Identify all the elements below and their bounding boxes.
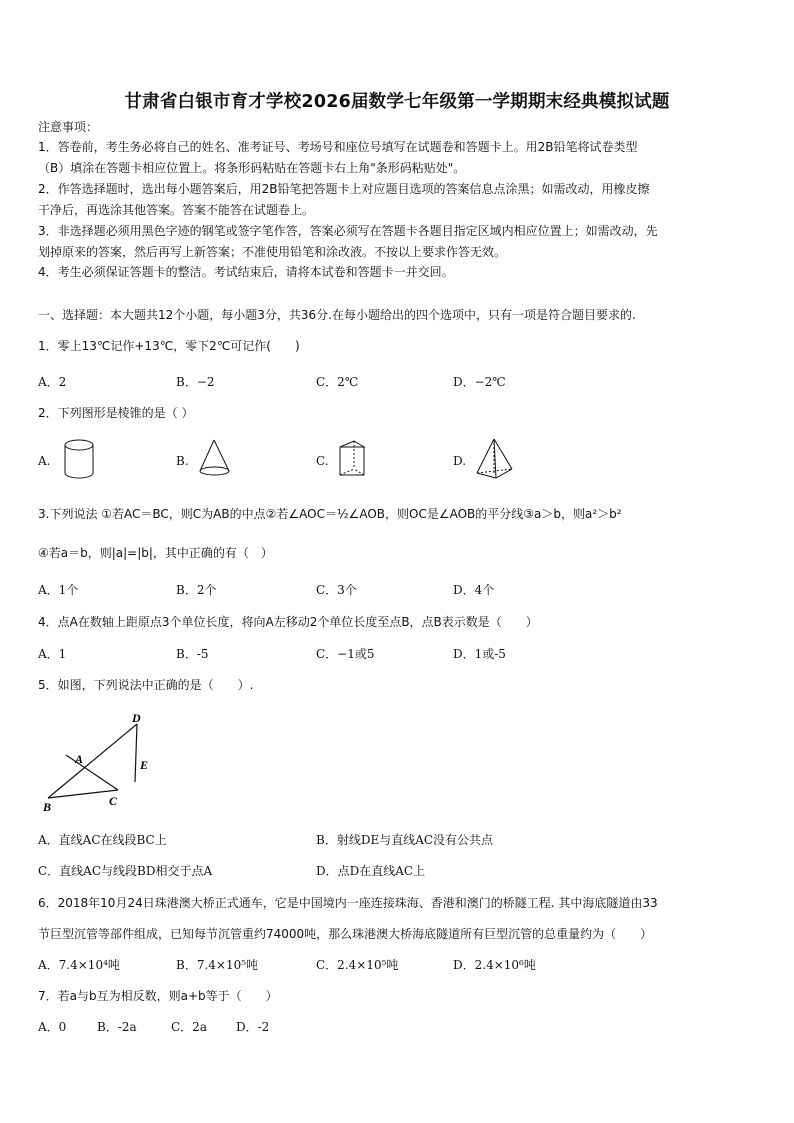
page-title: 甘肃省白银市育才学校2026届数学七年级第一学期期末经典模拟试题 — [124, 92, 670, 112]
q1-option-a: A．2 — [38, 375, 67, 389]
q7-option-a: A．0 — [38, 1020, 67, 1034]
question-5-stem: 5．如图，下列说法中正确的是（ ）. — [38, 678, 254, 692]
notes-line: 2．作答选择题时，选出每小题答案后，用2B铅笔把答题卡上对应题目选项的答案信息点涂黑；如需改动，用橡皮擦 — [38, 182, 650, 196]
question-3-stem: 3.下列说法 ①若AC＝BC，则C为AB的中点②若∠AOC＝½∠AOB，则OC是∠AOB的平分线③a＞b，则a²＞b² — [38, 507, 622, 521]
notes-heading: 注意事项： — [38, 120, 99, 134]
cylinder-figure — [60, 437, 100, 483]
q2-label-b: B. — [176, 454, 189, 468]
q3-option-b: B．2个 — [176, 583, 217, 597]
point-label-b: B — [43, 800, 52, 814]
q4-option-a: A．1 — [38, 647, 67, 661]
q4-option-b: B．-5 — [176, 647, 209, 661]
cone-figure — [196, 437, 236, 483]
section-heading: 一、选择题：本大题共12个小题，每小题3分，共36分.在每小题给出的四个选项中，只有一项是符合题目要求的. — [38, 308, 636, 322]
notes-line: 干净后，再选涂其他答案。答案不能答在试题卷上。 — [38, 203, 315, 217]
question-6-stem: 6．2018年10月24日珠港澳大桥正式通车，它是中国境内一座连接珠海、香港和澳门的桥隧工程. 其中海底隧道由33 — [38, 896, 658, 910]
q5-option-b: B．射线DE与直线AC没有公共点 — [316, 833, 494, 847]
question-4-stem: 4．点A在数轴上距原点3个单位长度，将向A左移动2个单位长度至点B，点B表示数是（ ） — [38, 615, 538, 629]
pyramid-figure — [472, 436, 518, 484]
q1-option-c: C．2℃ — [316, 375, 359, 389]
notes-line: 3．非选择题必须用黑色字迹的钢笔或签字笔作答，答案必须写在答题卡各题目指定区域内相应位置上；如需改动，先 — [38, 224, 658, 238]
question-7-stem: 7．若a与b互为相反数，则a+b等于（ ） — [38, 989, 278, 1003]
q1-option-b: B．−2 — [176, 375, 215, 389]
notes-line: 1．答卷前，考生务必将自己的姓名、准考证号、考场号和座位号填写在试题卷和答题卡上。用2B铅笔将试卷类型 — [38, 140, 638, 154]
question-2-stem: 2．下列图形是棱锥的是（ ） — [38, 406, 194, 420]
q5-option-d: D．点D在直线AC上 — [316, 864, 426, 878]
geometry-figure — [36, 708, 160, 814]
q4-option-d: D．1或-5 — [453, 647, 506, 661]
q3-option-d: D．4个 — [453, 583, 495, 597]
q2-label-c: C. — [316, 454, 329, 468]
point-label-c: C — [109, 794, 118, 808]
question-1-stem: 1．零上13℃记作+13℃，零下2℃可记作( ) — [38, 339, 300, 353]
q2-label-d: D. — [453, 454, 467, 468]
q6-option-c: C．2.4×10⁵吨 — [316, 958, 399, 972]
prism-figure — [334, 437, 374, 483]
question-6-stem-2: 节巨型沉管等部件组成，已知每节沉管重约74000吨，那么珠港澳大桥海底隧道所有巨型沉管的总重量约为（ ） — [38, 927, 653, 941]
point-label-a: A — [75, 752, 84, 766]
notes-line: （B）填涂在答题卡相应位置上。将条形码粘贴在答题卡右上角"条形码粘贴处"。 — [38, 161, 466, 175]
q5-option-c: C．直线AC与线段BD相交于点A — [38, 864, 213, 878]
q4-option-c: C．−1或5 — [316, 647, 375, 661]
q7-option-c: C．2a — [171, 1020, 207, 1034]
notes-line: 4．考生必须保证答题卡的整洁。考试结束后，请将本试卷和答题卡一并交回。 — [38, 265, 454, 279]
q6-option-b: B．7.4×10⁵吨 — [176, 958, 259, 972]
q5-option-a: A．直线AC在线段BC上 — [38, 833, 167, 847]
notes-line: 划掉原来的答案，然后再写上新答案；不准使用铅笔和涂改液。不按以上要求作答无效。 — [38, 245, 507, 259]
question-3-stem-2: ④若a＝b，则|a|=|b|，其中正确的有（ ） — [38, 546, 273, 560]
q7-option-b: B．-2a — [97, 1020, 137, 1034]
point-label-d: D — [132, 711, 141, 725]
q3-option-a: A．1个 — [38, 583, 79, 597]
q1-option-d: D．−2℃ — [453, 375, 506, 389]
q3-option-c: C．3个 — [316, 583, 357, 597]
q6-option-a: A．7.4×10⁴吨 — [38, 958, 120, 972]
point-label-e: E — [140, 758, 149, 772]
q7-option-d: D．-2 — [236, 1020, 270, 1034]
q2-label-a: A. — [38, 454, 51, 468]
q6-option-d: D．2.4×10⁶吨 — [453, 958, 536, 972]
